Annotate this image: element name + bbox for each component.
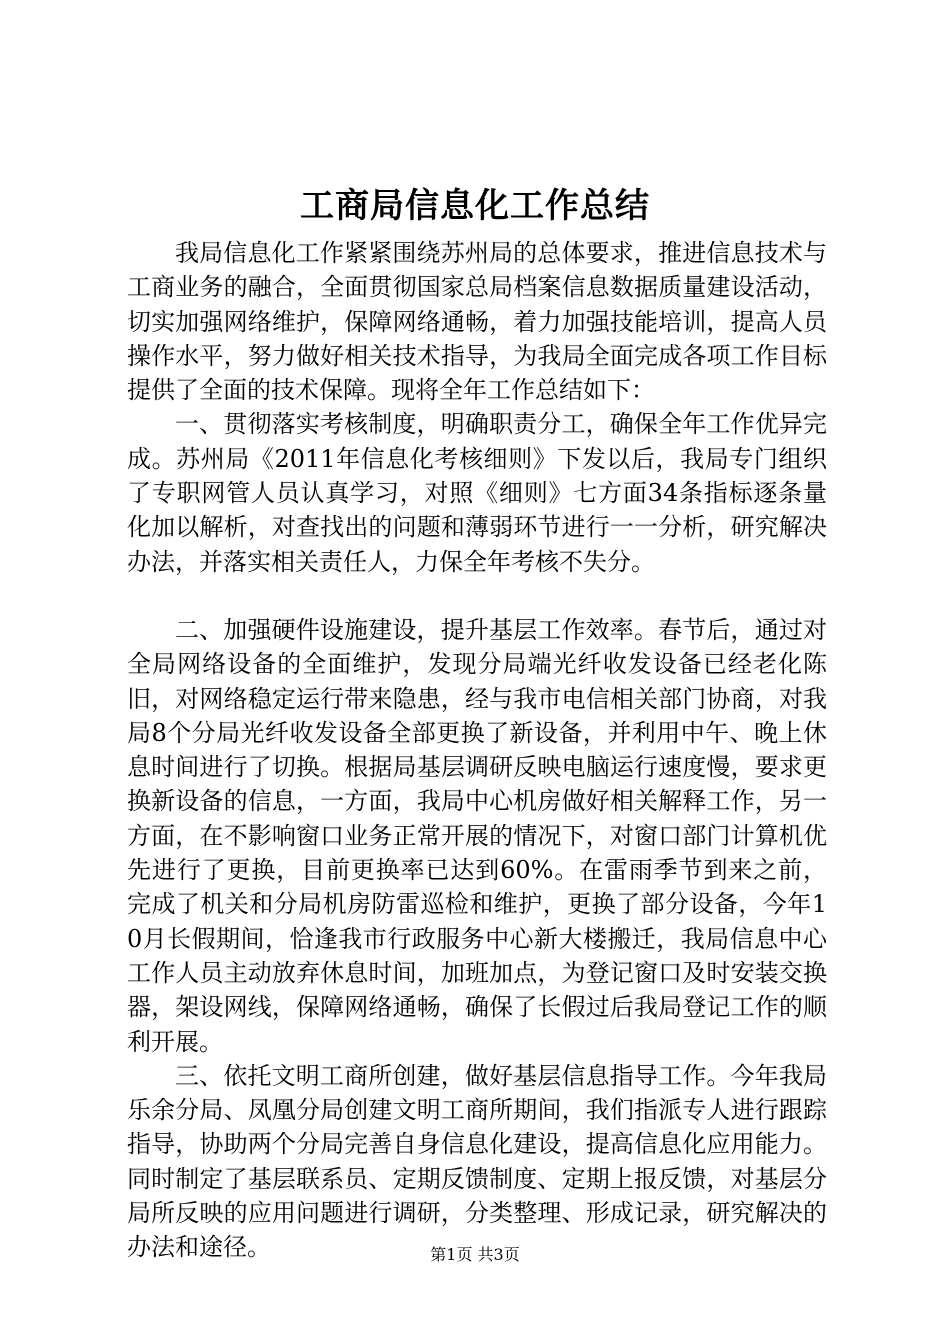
paragraph-section-2: 二、加强硬件设施建设，提升基层工作效率。春节后，通过对全局网络设备的全面维护，发现分局端光纤收发设备已经老化陈旧，对网络稳定运行带来隐患，经与我市电信相关部门协商，对我局8个分局光纤收发设备全部更换了新设备，并利用中午、晚上休息时间进行了切换。根据局基层调研反映电脑运行速度慢，要求更换新设备的信息，一方面，我局中心机房做好相关解释工作，另一方面，在不影响窗口业务正常开展的情况下，对窗口部门计算机优先进行了更换，目前更换率已达到60%。在雷雨季节到来之前，完成了机关和分局机房防雷巡检和维护，更换了部分设备，今年10月长假期间，恰逢我市行政服务中心新大楼搬迁，我局信息中心工作人员主动放弃休息时间，加班加点，为登记窗口及时安装交换器，架设网线，保障网络通畅，确保了长假过后我局登记工作的顺利开展。 <box>127 615 827 1056</box>
document-title: 工商局信息化工作总结 <box>300 186 650 226</box>
paragraph-section-1: 一、贯彻落实考核制度，明确职责分工，确保全年工作优异完成。苏州局《2011年信息化考核细则》下发以后，我局专门组织了专职网管人员认真学习，对照《细则》七方面34条指标逐条量化加以解析，对查找出的问题和薄弱环节进行一一分析，研究解决办法，并落实相关责任人，力保全年考核不失分。 <box>127 410 827 576</box>
paragraph-section-3: 三、依托文明工商所创建，做好基层信息指导工作。今年我局乐余分局、凤凰分局创建文明工商所期间，我们指派专人进行跟踪指导，协助两个分局完善自身信息化建设，提高信息化应用能力。同时制定了基层联系员、定期反馈制度、定期上报反馈，对基层分局所反映的应用问题进行调研，分类整理、形成记录，研究解决的办法和途径。 <box>127 1061 827 1262</box>
page-number-footer: 第1页 共3页 <box>430 1245 520 1264</box>
document-body <box>127 236 827 1265</box>
paragraph-intro: 我局信息化工作紧紧围绕苏州局的总体要求，推进信息技术与工商业务的融合，全面贯彻国家总局档案信息数据质量建设活动，切实加强网络维护，保障网络通畅，着力加强技能培训，提高人员操作水平，努力做好相关技术指导，为我局全面完成各项工作目标提供了全面的技术保障。现将全年工作总结如下： <box>127 239 827 405</box>
